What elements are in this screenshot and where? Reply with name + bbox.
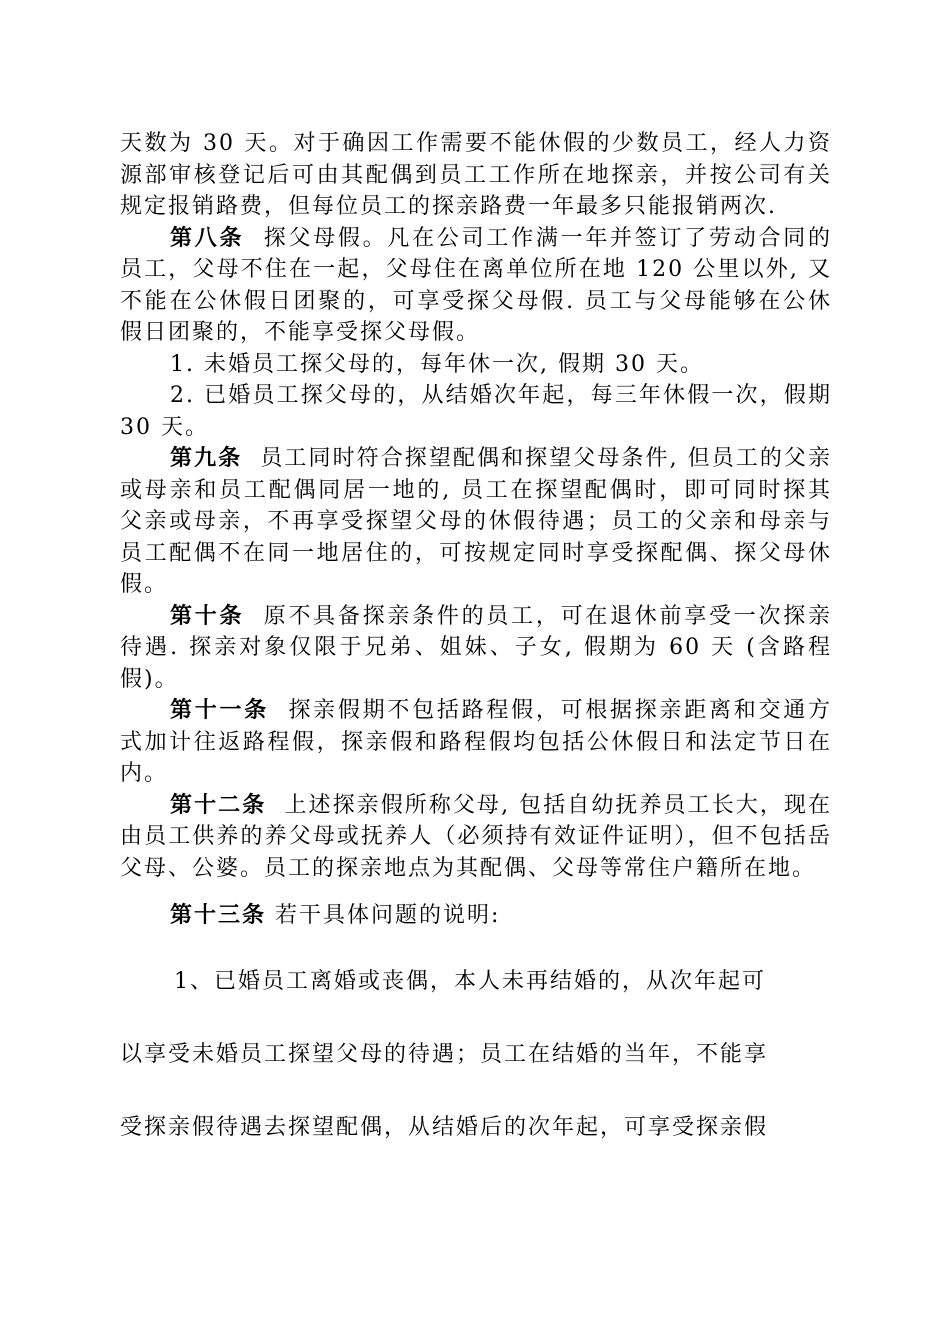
article-9-body: 员工同时符合探望配偶和探望父母条件, 但员工的父亲或母亲和员工配偶同居一地的, 员工在探望配偶时，即可同时探其父亲或母亲，不再享受探望父母的休假待遇；员工的父亲和母亲与员工配偶不在同一地居住的，可按规定同时享受探配偶、探父母休假。 [120,446,832,597]
article-10 [120,601,832,696]
article-11 [120,695,832,790]
article-13-body: 若干具体问题的说明: [275,903,501,928]
document-body [120,128,832,1164]
article-11-body: 探亲假期不包括路程假，可根据探亲距离和交通方式加计往返路程假，探亲假和路程假均包括公休假日和法定节日在内。 [120,698,832,786]
article-9-heading: 第九条 [170,446,243,471]
article-12-body: 上述探亲假所称父母, 包括自幼抚养员工长大，现在由员工供养的养父母或抚养人（必须持有效证件证明），但不包括岳父母、公婆。员工的探亲地点为其配偶、父母等常住户籍所在地。 [120,792,832,881]
article-11-heading: 第十一条 [170,698,269,723]
article-9 [120,443,832,601]
article-8-item-1: 1. 未婚员工探父母的，每年休一次, 假期 30 天。 [170,351,704,377]
article-13 [120,896,832,936]
article-13-item-1-line-2: 以享受未婚员工探望父母的待遇；员工在结婚的当年，不能享 [120,1042,769,1067]
article-10-body: 原不具备探亲条件的员工，可在退休前享受一次探亲待遇. 探亲对象仅限于兄弟、姐妹、子女, 假期为 60 天 (含路程假)。 [120,603,832,692]
article-13-item-1-line-3: 受探亲假待遇去探望配偶，从结婚后的次年起，可享受探亲假 [120,1115,769,1140]
article-8-item-2: 2. 已婚员工探父母的，从结婚次年起，每三年休假一次，假期 30 天。 [120,383,832,440]
article-13-item-1-line-1: 1、已婚员工离婚或丧偶，本人未再结婚的，从次年起可 [174,969,766,994]
article-13-heading: 第十三条 [170,903,267,928]
article-10-heading: 第十条 [170,603,245,629]
article-12-heading: 第十二条 [170,792,267,818]
article-13-item-1 [120,945,832,1164]
article-12 [120,790,832,885]
article-8 [120,223,832,349]
article-8-body: 探父母假。凡在公司工作满一年并签订了劳动合同的员工，父母不住在一起，父母住在离单位所在地 120 公里以外, 又不能在公休假日团聚的，可享受探父母假. 员工与父母能够在公休假日团聚的，不能享受探父母假。 [120,225,832,345]
article-8-heading: 第八条 [170,225,245,251]
paragraph-continuation: 天数为 30 天。对于确因工作需要不能休假的少数员工，经人力资源部审核登记后可由其配偶到员工工作所在地探亲，并按公司有关规定报销路费，但每位员工的探亲路费一年最多只能报销两次. [120,131,832,219]
